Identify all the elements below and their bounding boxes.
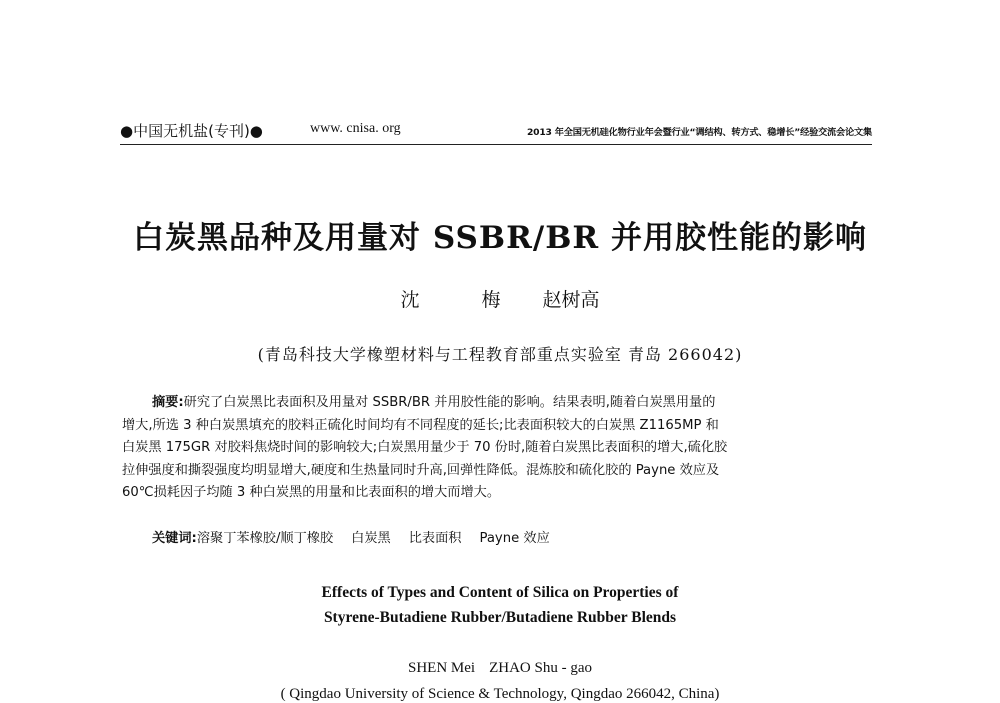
keyword: 白炭黑 xyxy=(351,531,391,546)
conference-name: 2013 年全国无机硅化物行业年会暨行业“调结构、转方式、稳增长”经验交流会论文集 xyxy=(526,127,872,138)
author-1: 沈 梅 xyxy=(400,289,529,311)
journal-name: ●中国无机盐(专刊)● xyxy=(120,122,263,140)
author-list xyxy=(0,285,1000,312)
abstract-line: 白炭黑 175GR 对胶料焦烧时间的影响较大;白炭黑用量少于 70 份时,随着白炭黑比表面积的增大,硫化胶 xyxy=(122,440,728,456)
keyword: 溶聚丁苯橡胶/顺丁橡胶 xyxy=(196,531,334,546)
journal-url[interactable]: www. cnisa. org xyxy=(310,121,401,136)
abstract-line: 拉伸强度和撕裂强度均明显增大,硬度和生热量同时升高,回弹性降低。混炼胶和硫化胶的 Payne 效应及 xyxy=(122,462,720,478)
keyword: Payne 效应 xyxy=(479,531,550,546)
affiliation: (青岛科技大学橡塑材料与工程教育部重点实验室 青岛 266042) xyxy=(257,345,743,364)
abstract-line: 摘要:研究了白炭黑比表面积及用量对 SSBR/BR 并用胶性能的影响。结果表明,随着白炭黑用量的 xyxy=(152,395,716,410)
keyword: 比表面积 xyxy=(408,531,462,546)
abstract-line: 增大,所选 3 种白炭黑填充的胶料正硫化时间均有不同程度的延长;比表面积较大的白炭黑 Z1165MP 和 xyxy=(122,417,719,433)
keywords xyxy=(152,527,568,546)
abstract-label: 摘要: xyxy=(152,395,184,410)
running-header xyxy=(120,118,872,145)
english-title-line-1: Effects of Types and Content of Silica on Properties of xyxy=(321,584,679,601)
english-authors xyxy=(0,660,1000,677)
english-author-1: SHEN Mei xyxy=(408,660,476,676)
abstract-line: 60℃损耗因子均随 3 种白炭黑的用量和比表面积的增大而增大。 xyxy=(122,485,501,501)
author-2: 赵树高 xyxy=(542,289,600,311)
english-affiliation: ( Qingdao University of Science & Technology, Qingdao 266042, China) xyxy=(280,686,720,702)
paper-title: 白炭黑品种及用量对 SSBR/BR 并用胶性能的影响 xyxy=(133,220,867,256)
english-title-line-2: Styrene-Butadiene Rubber/Butadiene Rubber Blends xyxy=(323,609,677,626)
abstract xyxy=(122,392,872,505)
keywords-label: 关键词: xyxy=(152,531,197,546)
english-author-2: ZHAO Shu - gao xyxy=(489,660,592,676)
english-title xyxy=(0,580,1000,630)
